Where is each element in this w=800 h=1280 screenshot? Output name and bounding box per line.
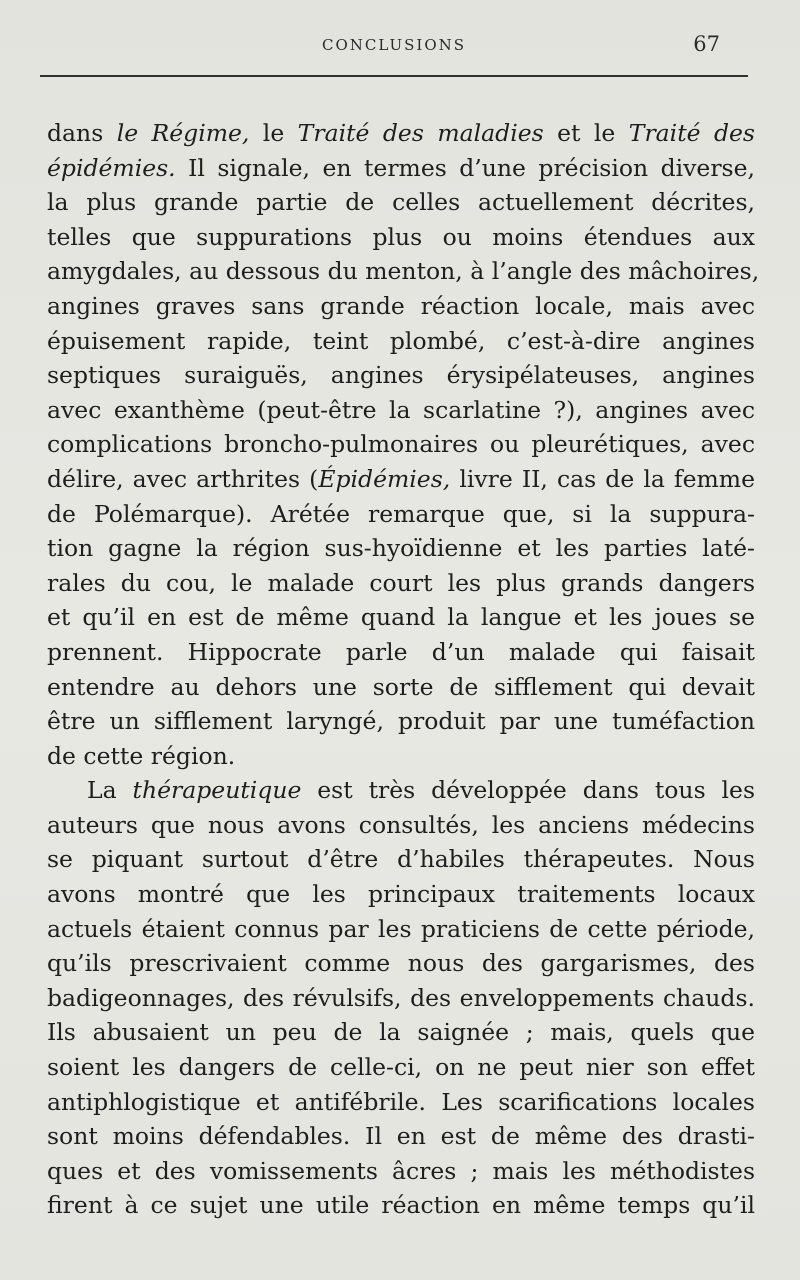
body-text bbox=[47, 116, 760, 1223]
text-line: épuisement rapide, teint plombé, c’est-à-dire angines bbox=[47, 326, 755, 355]
text-line: angines graves sans grande réaction locale, mais avec bbox=[47, 291, 755, 320]
paragraph-1 bbox=[47, 116, 760, 773]
running-title: CONCLUSIONS bbox=[321, 36, 467, 54]
text-line: complications broncho-pulmonaires ou pleurétiques, avec bbox=[47, 430, 755, 459]
header-rule bbox=[40, 75, 748, 77]
page-number: 67 bbox=[693, 32, 720, 56]
text-line: sont moins défendables. Il en est de même des drasti- bbox=[47, 1122, 755, 1151]
text-line: épidémies. Il signale, en termes d’une précision diverse, bbox=[47, 153, 755, 182]
text-line: de Polémarque). Arétée remarque que, si la suppura- bbox=[47, 499, 755, 528]
text-line: délire, avec arthrites (Épidémies, livre II, cas de la femme bbox=[47, 464, 755, 493]
text-line: se piquant surtout d’être d’habiles thérapeutes. Nous bbox=[47, 845, 755, 874]
text-line: de cette région. bbox=[47, 741, 236, 770]
paragraph-2 bbox=[47, 773, 755, 1223]
text-line: telles que suppurations plus ou moins étendues aux bbox=[47, 222, 755, 251]
text-line: amygdales, au dessous du menton, à l’angle des mâchoires, bbox=[47, 257, 760, 286]
text-line: auteurs que nous avons consultés, les anciens médecins bbox=[47, 810, 755, 839]
text-line: être un sifflement laryngé, produit par une tuméfaction bbox=[47, 707, 755, 736]
text-line: entendre au dehors une sorte de sifflement qui devait bbox=[47, 672, 755, 701]
text-line: rales du cou, le malade court les plus grands dangers bbox=[47, 568, 755, 597]
text-line: soient les dangers de celle-ci, on ne peut nier son effet bbox=[47, 1053, 755, 1082]
text-line: firent à ce sujet une utile réaction en même temps qu’il bbox=[47, 1191, 755, 1220]
text-line: antiphlogistique et antifébrile. Les scarifications locales bbox=[47, 1087, 755, 1116]
text-line: la plus grande partie de celles actuellement décrites, bbox=[47, 188, 755, 217]
text-line: dans le Régime, le Traité des maladies et le Traité des bbox=[47, 119, 755, 147]
text-line: La thérapeutique est très développée dans tous les bbox=[87, 776, 756, 805]
text-line: prennent. Hippocrate parle d’un malade qui faisait bbox=[47, 637, 755, 666]
text-line: tion gagne la région sus-hyoïdienne et les parties laté- bbox=[47, 534, 755, 563]
text-line: actuels étaient connus par les praticiens de cette période, bbox=[47, 914, 755, 943]
text-line: septiques suraiguës, angines érysipélateuses, angines bbox=[47, 361, 755, 390]
text-line: et qu’il en est de même quand la langue et les joues se bbox=[47, 603, 755, 632]
text-line: ques et des vomissements âcres ; mais les méthodistes bbox=[47, 1156, 755, 1185]
text-line: qu’ils prescrivaient comme nous des gargarismes, des bbox=[47, 949, 755, 978]
text-line: avons montré que les principaux traitements locaux bbox=[47, 880, 755, 909]
text-line: badigeonnages, des révulsifs, des enveloppements chauds. bbox=[47, 983, 755, 1012]
page-header bbox=[40, 32, 748, 66]
text-line: avec exanthème (peut-être la scarlatine ?), angines avec bbox=[47, 395, 755, 424]
text-line: Ils abusaient un peu de la saignée ; mais, quels que bbox=[47, 1018, 755, 1047]
